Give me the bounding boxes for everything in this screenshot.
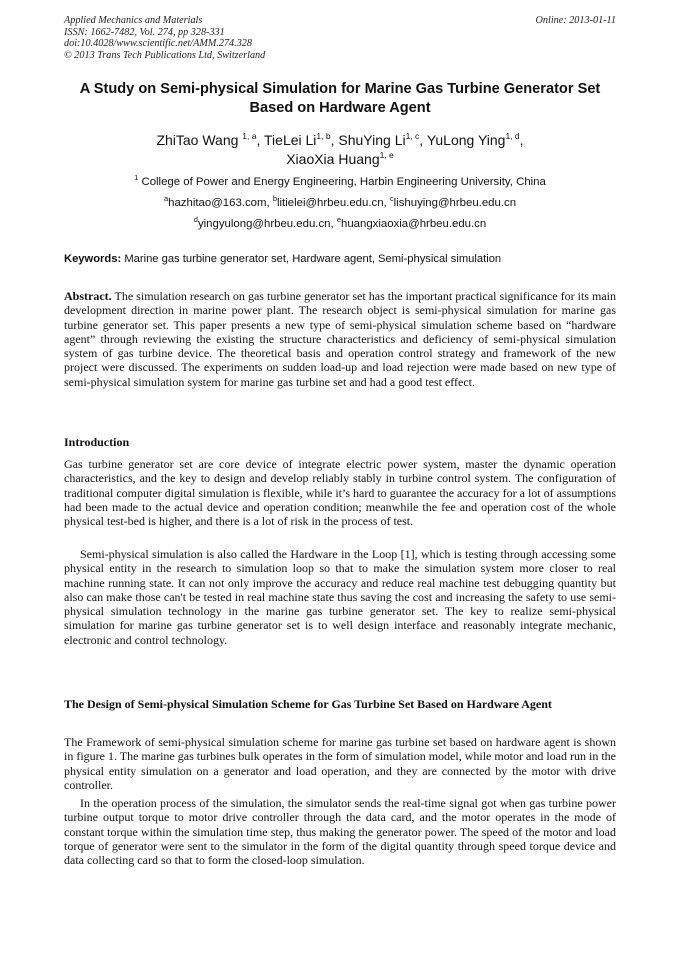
author-list: ZhiTao Wang $^{1, a}$, TieLei Li$^{1, b}$, ShuYing Li$^{1, c}$, YuLong Ying$^{1, d}$, XiaoXia Huang$^{1, e}$	[156, 131, 524, 167]
design-paragraph-2: In the operation process of the simulation, the simulator sends the real-time signal got when gas turbine power turbine output torque to motor drive controller through the data card, and the motor operates in the mode of constant torque within the simulation time step, thus making the generator power. The speed of the motor and load torque of generator were sent to the simulator in the form of the digital quantity through speed torque device and data collecting card so that to form the closed-loop simulation.	[64, 796, 616, 868]
introduction-paragraph-1: Gas turbine generator set are core device of integrate electric power system, master the dynamic operation characteristics, and the key to design and develop reliably stably in turbine control system. The configuration of traditional computer digital simulation is flexible, while it’s hard to guarantee the accuracy for a lot of assumptions had been made to the actual device and operation condition; meanwhile the fee and operation cost of the whole physical test-bed is higher, and there is a lot of risk in the process of test.	[64, 457, 616, 529]
affiliation-mark: 1	[134, 173, 139, 182]
copyright-line: © 2013 Trans Tech Publications Ltd, Switzerland	[64, 49, 266, 61]
design-heading: The Design of Semi-physical Simulation Scheme for Gas Turbine Set Based on Hardware Agent	[64, 697, 552, 711]
author-name: ZhiTao Wang	[156, 132, 239, 148]
introduction-paragraph-2: Semi-physical simulation is also called the Hardware in the Loop [1], which is testing through accessing some physical entity in the research to simulation loop so that to make the simulation system more closer to real machine running state. It can not only improve the accuracy and reduce real machine test debugging quantity but also can make those can't be tested in real machine state thus saving the cost and increasing the safety to use semi-physical simulation technology in the marine gas turbine generator set. The key to realize semi-physical simulation for marine gas turbine generator set is to well design interface and reasonably integrate mechanic, electronic and control technology.	[64, 547, 616, 647]
email-mark: c	[389, 194, 394, 203]
email-mark: d	[193, 215, 198, 224]
doi-line: doi:10.4028/www.scientific.net/AMM.274.328	[64, 38, 252, 49]
email-address: litielei@hrbeu.edu.cn	[276, 197, 384, 209]
email-address: lishuying@hrbeu.edu.cn	[393, 197, 517, 209]
author-affiliation-mark: 1, c	[405, 131, 420, 141]
author-name: XiaoXia Huang	[286, 151, 380, 167]
abstract-label: Abstract.	[64, 289, 112, 303]
author-name: TieLei Li	[264, 132, 317, 148]
email-mark: e	[336, 215, 341, 224]
author-name: YuLong Ying	[426, 132, 506, 148]
affiliation	[64, 175, 616, 189]
email-mark: b	[272, 194, 277, 203]
keywords-label: Keywords:	[64, 253, 122, 265]
email-mark: a	[163, 194, 169, 203]
email-line-1: $^a$hazhitao@163.com, $^b$litielei@hrbeu.edu.cn, $^c$lishuying@hrbeu.edu.cn	[163, 194, 517, 209]
affiliation-text: College of Power and Energy Engineering, Harbin Engineering University, China	[141, 176, 546, 188]
online-date: Online: 2013-01-11	[535, 15, 616, 26]
email-line-2: $^d$yingyulong@hrbeu.edu.cn, $^e$huangxiaoxia@hrbeu.edu.cn	[193, 215, 487, 230]
keywords-text: Marine gas turbine generator set, Hardware agent, Semi-physical simulation	[124, 253, 502, 265]
author-affiliation-mark: 1, a	[242, 131, 257, 141]
abstract-text: The simulation research on gas turbine generator set has the important practical significance for its main development direction in marine power plant. The research object is semi-physical simulation for marine gas turbine generator set. This paper presents a new type of semi-physical simulation scheme based on “hardware agent” through reviewing the existing the structure characteristics and deficiency of semi-physical simulation system of gas turbine device. The theoretical basis and operation control strategy and framework of the new project were discussed. The experiments on sudden load-up and load rejection were made based on new type of semi-physical simulation system for marine gas turbine set and had a good test effect.	[64, 289, 616, 389]
email-address: yingyulong@hrbeu.edu.cn	[197, 218, 331, 230]
issn-line: ISSN: 1662-7482, Vol. 274, pp 328-331	[64, 26, 225, 38]
abstract	[64, 289, 616, 389]
keywords	[64, 252, 616, 266]
journal-name: Applied Mechanics and Materials	[64, 15, 203, 26]
author-affiliation-mark: 1, e	[379, 150, 394, 160]
journal-header	[64, 15, 616, 61]
author-name: ShuYing Li	[338, 132, 406, 148]
design-paragraph-1: The Framework of semi-physical simulation scheme for marine gas turbine set based on hardware agent is shown in figure 1. The marine gas turbines bulk operates in the form of simulation model, while motor and load run in the physical entity simulation on a generator and load operation, and they are connected by the motor with drive controller.	[64, 735, 616, 792]
email-address: huangxiaoxia@hrbeu.edu.cn	[341, 218, 487, 230]
author-affiliation-mark: 1, d	[505, 131, 520, 141]
paper-title: A Study on Semi-physical Simulation for Marine Gas Turbine Generator Set Based on Hardware Agent	[79, 81, 601, 116]
email-address: hazhitao@163.com	[168, 197, 267, 209]
introduction-heading: Introduction	[64, 435, 130, 449]
author-affiliation-mark: 1, b	[316, 131, 331, 141]
